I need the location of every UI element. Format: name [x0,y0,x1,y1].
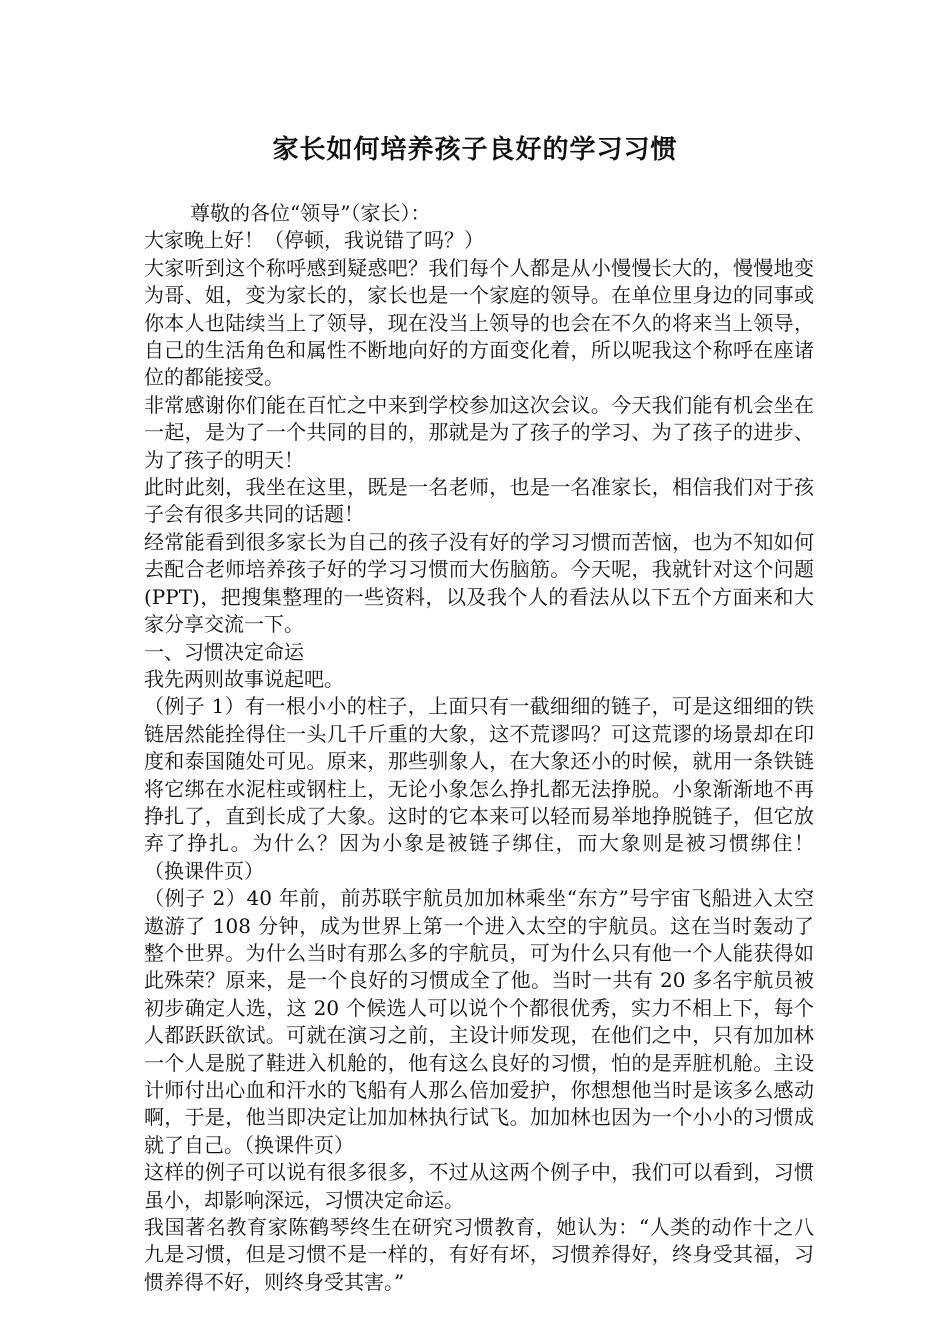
paragraph: 此时此刻，我坐在这里，既是一名老师，也是一名准家长，相信我们对于孩子会有很多共同的话题！ [144,475,814,527]
document-title: 家长如何培养孩子良好的学习习惯 [272,135,678,165]
paragraph: 非常感谢你们能在百忙之中来到学校参加这次会议。今天我们能有机会坐在一起，是为了一个共同的目的，那就是为了孩子的学习、为了孩子的进步、为了孩子的明天！ [144,392,814,472]
paragraph-greeting: 大家晚上好！（停顿，我说错了吗？） [144,228,484,253]
paragraph-quote: 我国著名教育家陈鹤琴终生在研究习惯教育，她认为：“人类的动作十之八九是习惯，但是习惯不是一样的，有好有坏，习惯养得好，终身受其福，习惯养得不好，则终身受其害。” [144,1215,814,1294]
paragraph-example-2: （例子 2）40 年前，前苏联宇航员加加林乘坐“东方”号宇宙飞船进入太空遨游了 108 分钟，成为世界上第一个进入太空的宇航员。这在当时轰动了整个世界。为什么当时有那么多的宇航员，可为什么只有他一个人能获得如此殊荣？原来，是一个良好的习惯成全了他。当时一共有 20 多名宇航员被初步确定人选，这 20 个候选人可以说个个都很优秀，实力不相上下，每个人都跃跃欲试。可就在演习之前，主设计师发现，在他们之中，只有加加林一个人是脱了鞋进入机舱的，他有这么良好的习惯，怕的是弄脏机舱。主设计师付出心血和汗水的飞船有人那么倍加爱护，你想想他当时是该多么感动啊，于是，他当即决定让加加林执行试飞。加加林也因为一个小小的习惯成就了自己。（换课件页） [144,886,814,1157]
paragraph: 这样的例子可以说有很多很多，不过从这两个例子中，我们可以看到，习惯虽小，却影响深远，习惯决定命运。 [144,1160,814,1212]
paragraph: 我先两则故事说起吧。 [144,666,344,691]
paragraph: 大家听到这个称呼感到疑惑吧？我们每个人都是从小慢慢长大的，慢慢地变为哥、姐，变为家长的，家长也是一个家庭的领导。在单位里身边的同事或你本人也陆续当上了领导，现在没当上领导的也会在不久的将来当上领导，自己的生活角色和属性不断地向好的方面变化着，所以呢我这个称呼在座诸位的都能接受。 [144,255,814,390]
paragraph: 经常能看到很多家长为自己的孩子没有好的学习习惯而苦恼，也为不知如何去配合老师培养孩子好的学习习惯而大伤脑筋。今天呢，我就针对这个问题(PPT)，把搜集整理的一些资料，以及我个人的看法从以下五个方面来和大家分享交流一下。 [144,529,814,637]
document-body [144,200,854,1296]
paragraph-salutation: 尊敬的各位“领导”（家长）： [190,201,431,225]
paragraph-example-1: （例子 1）有一根小小的柱子，上面只有一截细细的链子，可是这细细的铁链居然能拴得住一头几千斤重的大象，这不荒谬吗？可这荒谬的场景却在印度和泰国随处可见。原来，那些驯象人，在大象还小的时候，就用一条铁链将它绑在水泥柱或钢柱上，无论小象怎么挣扎都无法挣脱。小象渐渐地不再挣扎了，直到长成了大象。这时的它本来可以轻而易举地挣脱链子，但它放弃了挣扎。为什么？因为小象是被链子绑住，而大象则是被习惯绑住！ （换课件页） [144,694,854,883]
section-heading: 一、习惯决定命运 [144,639,304,664]
